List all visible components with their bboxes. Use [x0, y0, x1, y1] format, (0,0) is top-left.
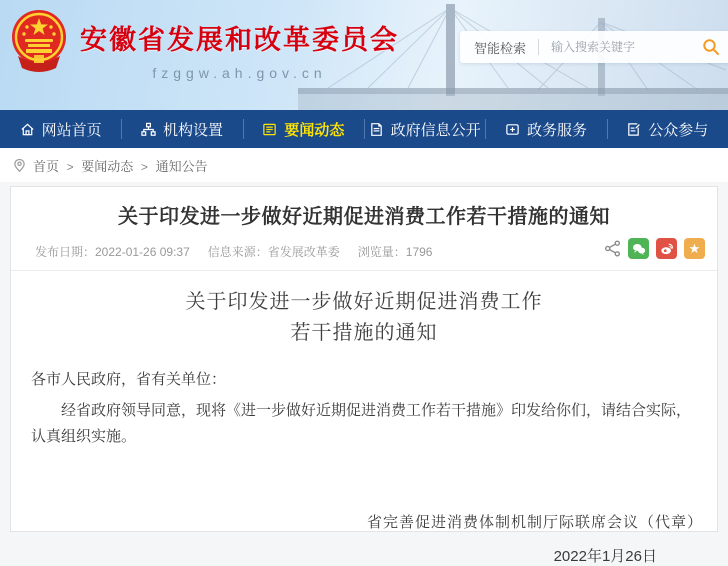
- service-icon: [505, 122, 520, 137]
- wechat-share-button[interactable]: [628, 238, 649, 259]
- breadcrumb: [0, 148, 728, 182]
- salutation-text: 各市人民政府，省有关单位：: [31, 371, 227, 388]
- national-emblem-logo: [10, 8, 68, 76]
- nav-item-services[interactable]: [485, 110, 606, 148]
- nav-item-gov-info[interactable]: [364, 110, 485, 148]
- breadcrumb-trail: [33, 156, 208, 175]
- site-url: fzggw.ah.gov.cn: [152, 65, 327, 81]
- nav-item-news[interactable]: [243, 110, 364, 148]
- nav-label: 机构设置: [162, 121, 223, 139]
- breadcrumb-separator: >: [140, 159, 148, 174]
- news-icon: [262, 122, 277, 137]
- home-icon: [20, 122, 35, 137]
- signature-line: 省完善促进消费体制机制厅际联席会议（代章）: [366, 514, 703, 531]
- site-title: 安徽省发展和改革委员会: [80, 25, 399, 55]
- weibo-share-button[interactable]: [656, 238, 677, 259]
- participate-icon: [626, 122, 641, 137]
- nav-label: 公众参与: [648, 121, 709, 139]
- document-title: [11, 287, 717, 349]
- share-icon[interactable]: [604, 240, 621, 257]
- article-meta-row: [11, 240, 717, 262]
- info-doc-icon: [369, 122, 384, 137]
- nav-item-participation[interactable]: [607, 110, 728, 148]
- org-icon: [141, 122, 156, 137]
- site-header: [0, 0, 728, 110]
- breadcrumb-separator: >: [66, 159, 74, 174]
- body-paragraph: 经省政府领导同意，现将《进一步做好近期促进消费工作若干措施》印发给你们，请结合实际，认真组织实施。: [31, 402, 692, 445]
- search-submit-button[interactable]: [694, 31, 728, 63]
- nav-label: 政务服务: [526, 121, 587, 139]
- nav-label: 网站首页: [41, 121, 102, 139]
- article-page-title: 关于印发进一步做好近期促进消费工作若干措施的通知: [118, 206, 610, 228]
- search-icon: [702, 38, 720, 56]
- breadcrumb-news-link[interactable]: 要闻动态: [81, 158, 134, 174]
- signature-date: 2022年1月26日: [553, 548, 657, 565]
- main-navigation: [0, 110, 728, 148]
- nav-label: 政府信息公开: [390, 121, 481, 139]
- info-source: 信息来源：省发展改革委: [207, 244, 340, 259]
- view-count: 浏览量：1796: [357, 244, 433, 259]
- share-toolbar: [604, 238, 705, 259]
- nav-item-org[interactable]: [121, 110, 242, 148]
- nav-label: 要闻动态: [284, 121, 345, 139]
- nav-item-home[interactable]: [0, 110, 121, 148]
- favorite-star-icon: ★: [688, 241, 701, 256]
- breadcrumb-home-link[interactable]: 首页: [33, 158, 60, 174]
- meta-divider: [11, 270, 717, 271]
- favorite-share-button[interactable]: [684, 238, 705, 259]
- search-box: [460, 31, 728, 63]
- search-input[interactable]: [539, 40, 694, 54]
- site-brand: [10, 8, 399, 81]
- location-pin-icon: [13, 158, 26, 173]
- article-panel: [10, 186, 718, 565]
- brand-text: [80, 8, 399, 81]
- smart-search-button[interactable]: 智能检索: [474, 40, 527, 56]
- weibo-icon: [660, 243, 674, 255]
- document-title-line1: 关于印发进一步做好近期促进消费工作: [185, 291, 543, 313]
- publish-date: 发布日期：2022-01-26 09:37: [35, 244, 190, 259]
- breadcrumb-notice-link[interactable]: 通知公告: [155, 158, 208, 174]
- wechat-icon: [632, 243, 646, 255]
- document-title-line2: 若干措施的通知: [290, 322, 438, 344]
